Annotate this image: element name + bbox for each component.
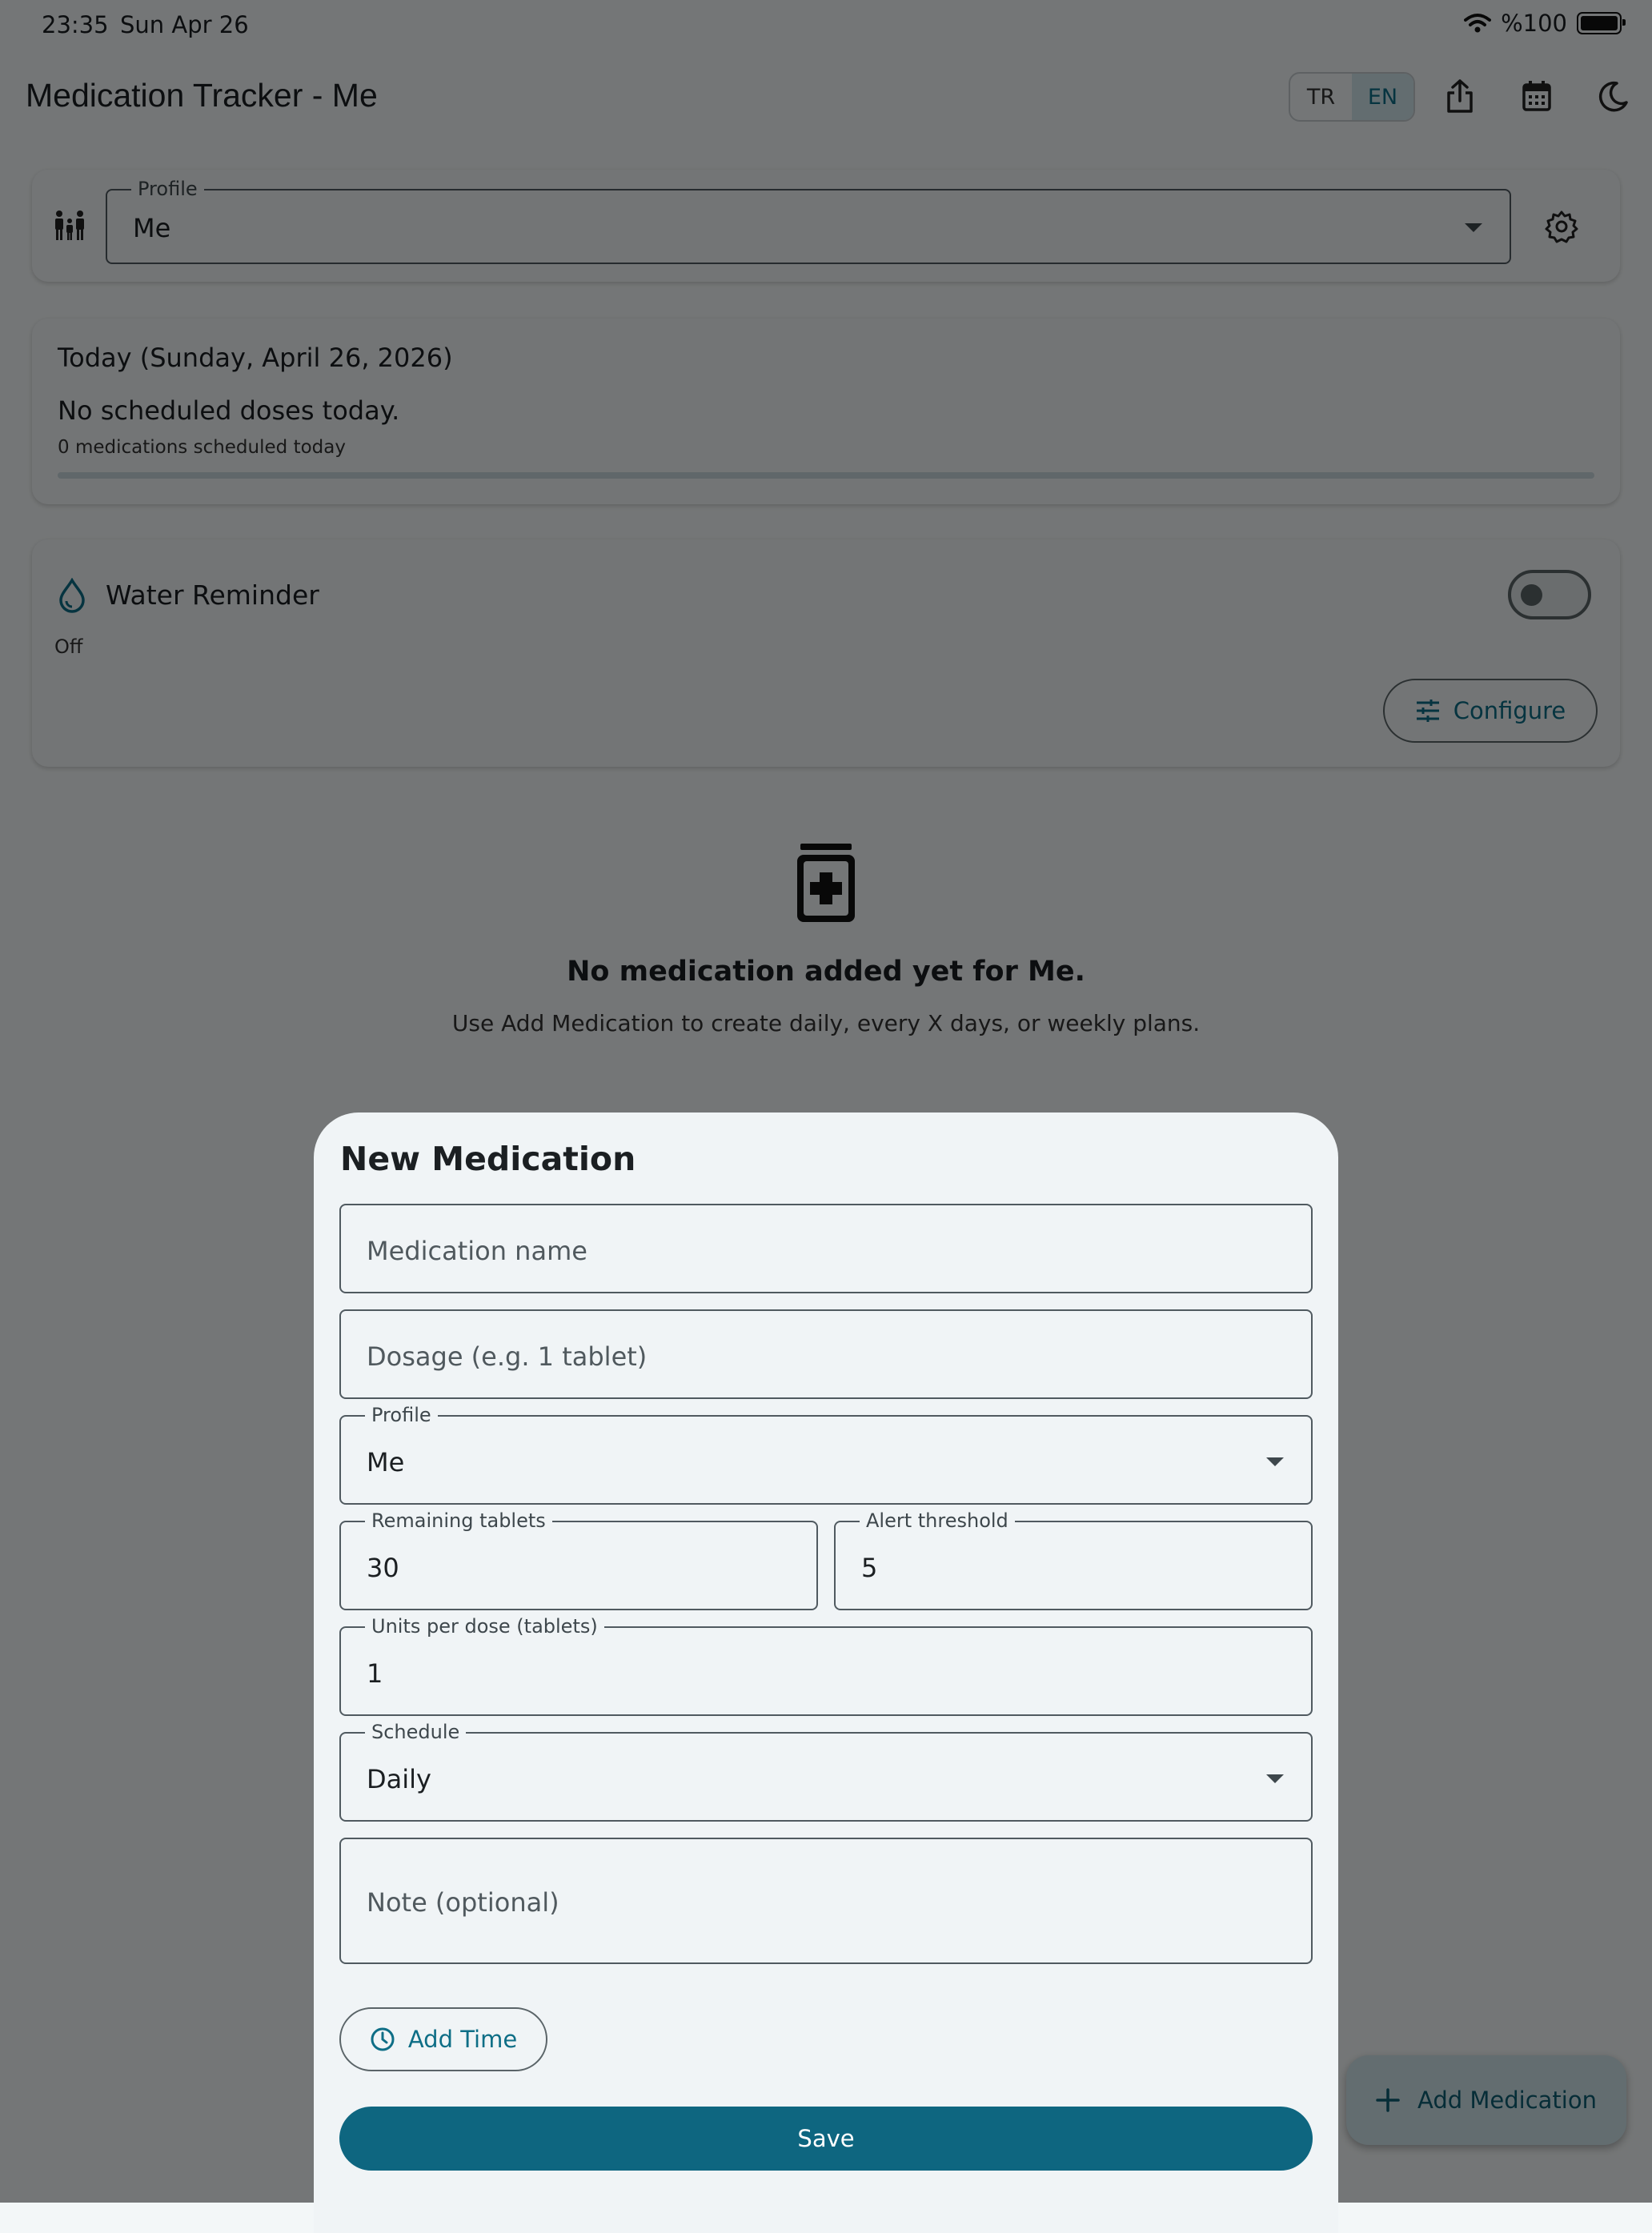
schedule-dropdown[interactable] <box>339 1721 1313 1822</box>
sheet-title: New Medication <box>340 1140 636 1178</box>
schedule-value: Daily <box>367 1764 431 1794</box>
schedule-label: Schedule <box>365 1721 466 1743</box>
medication-name-field[interactable] <box>339 1204 1313 1293</box>
units-per-dose-value: 1 <box>367 1658 383 1689</box>
chevron-down-icon <box>1266 1457 1284 1466</box>
alert-threshold-field[interactable] <box>834 1509 1313 1610</box>
units-per-dose-field[interactable] <box>339 1615 1313 1716</box>
medication-name-placeholder: Medication name <box>367 1236 587 1266</box>
alert-threshold-label: Alert threshold <box>860 1509 1015 1532</box>
dosage-placeholder: Dosage (e.g. 1 tablet) <box>367 1341 648 1372</box>
profile-field-value: Me <box>367 1447 405 1477</box>
clock-icon <box>370 2027 395 2052</box>
profile-dropdown[interactable] <box>339 1404 1313 1505</box>
remaining-tablets-value: 30 <box>367 1553 399 1583</box>
chevron-down-icon <box>1266 1774 1284 1783</box>
remaining-tablets-field[interactable] <box>339 1509 818 1610</box>
alert-threshold-value: 5 <box>861 1553 878 1583</box>
profile-field-label: Profile <box>365 1404 438 1426</box>
add-time-button[interactable] <box>339 2007 547 2071</box>
add-time-label: Add Time <box>407 2026 518 2053</box>
save-label: Save <box>797 2125 855 2152</box>
save-button[interactable] <box>339 2107 1313 2171</box>
remaining-tablets-label: Remaining tablets <box>365 1509 552 1532</box>
note-field[interactable] <box>339 1838 1313 1964</box>
note-placeholder: Note (optional) <box>367 1887 559 1918</box>
dosage-field[interactable] <box>339 1309 1313 1399</box>
units-per-dose-label: Units per dose (tablets) <box>365 1615 604 1638</box>
